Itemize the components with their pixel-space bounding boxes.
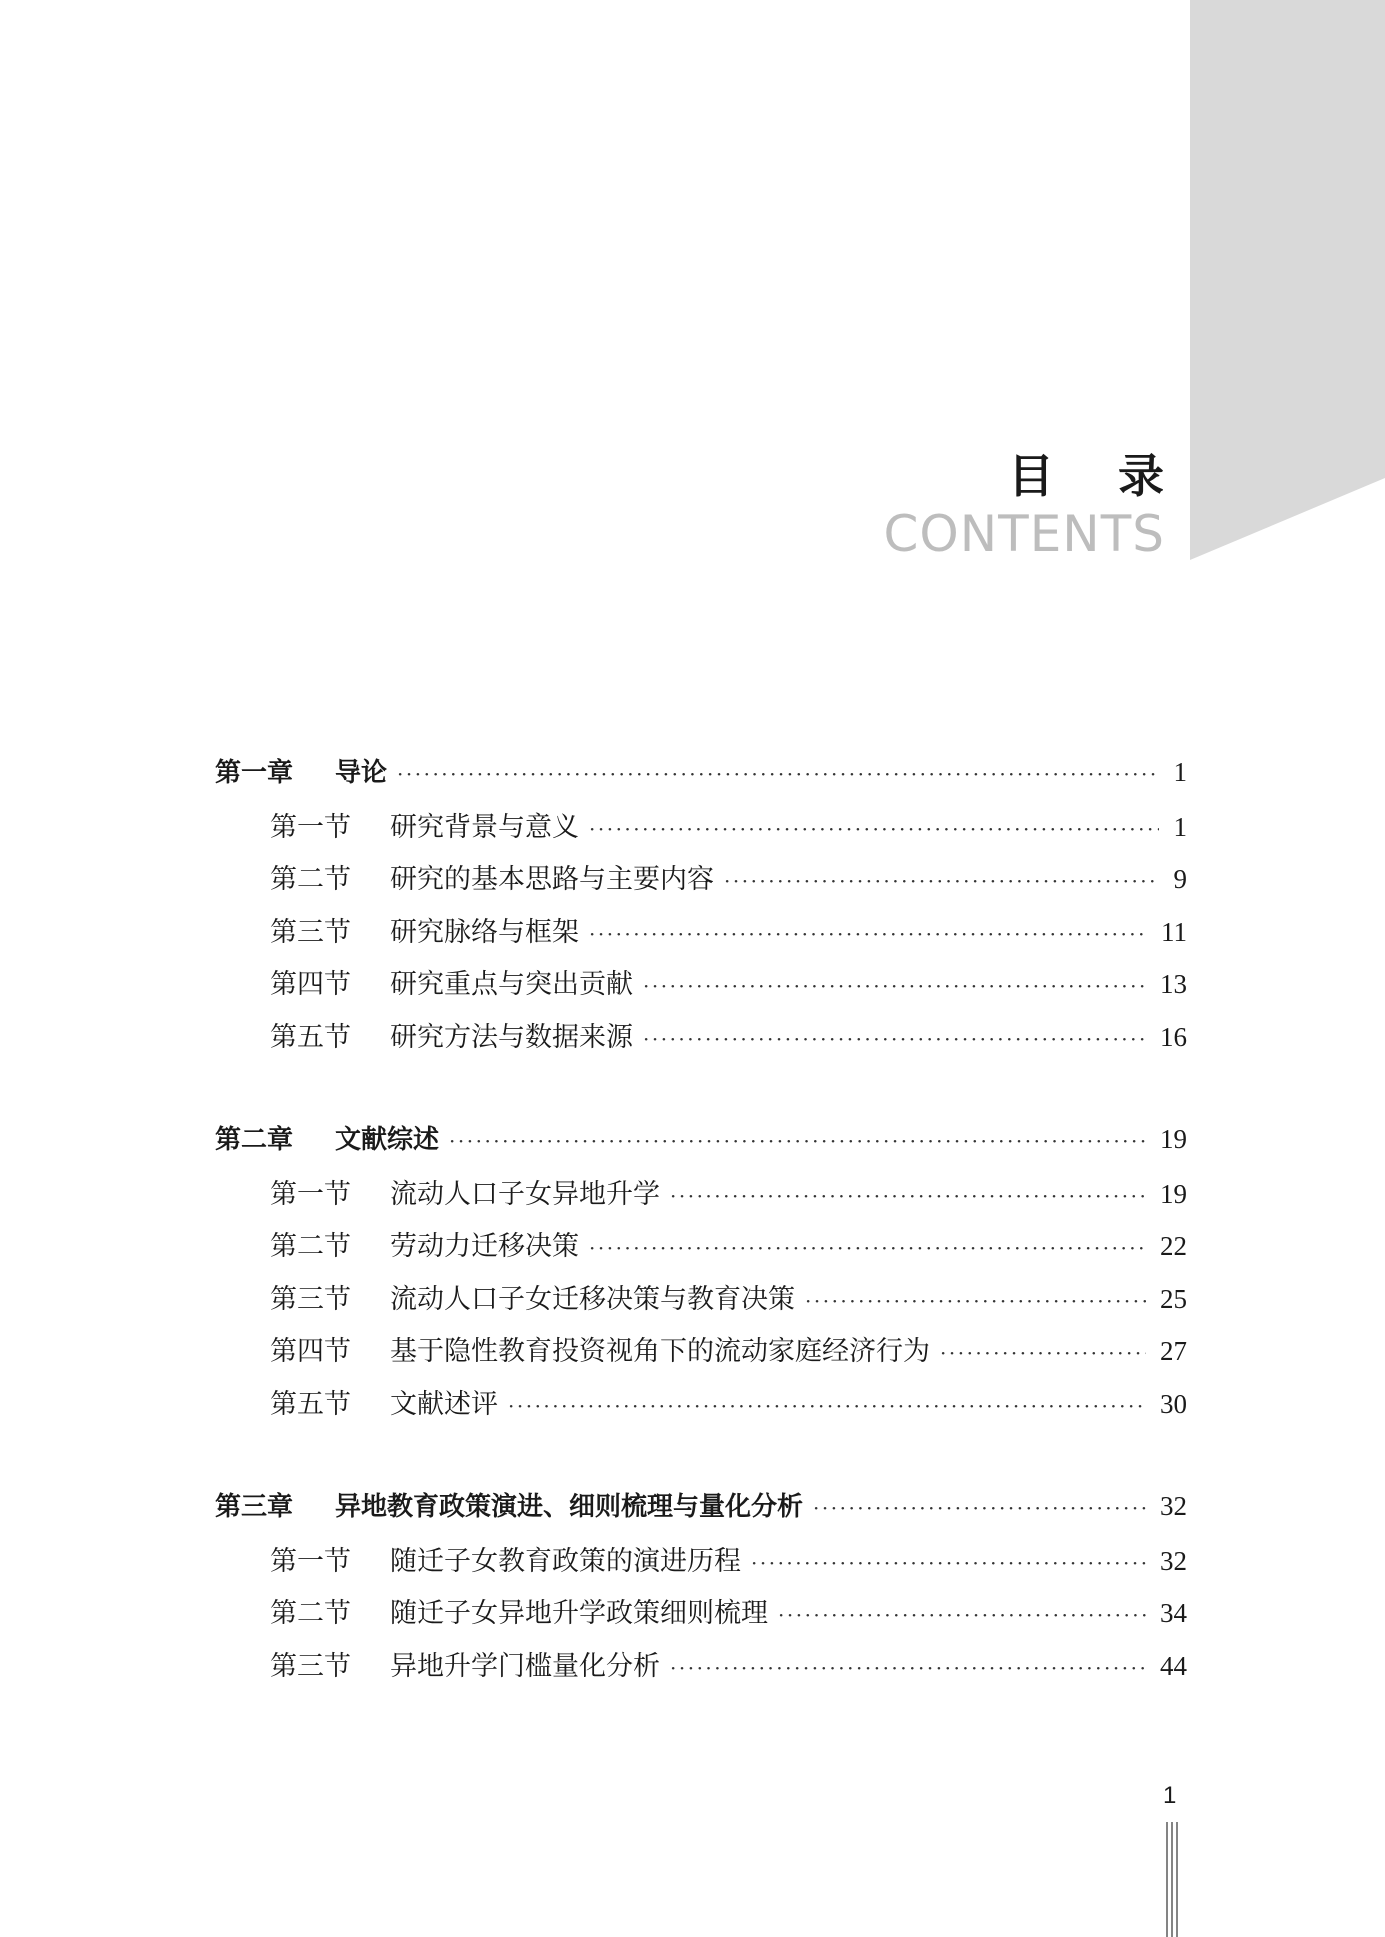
chapter-label: 第三章 — [215, 1492, 294, 1522]
page-subtitle: CONTENTS — [883, 505, 1165, 563]
footer-page-number: 1 — [1163, 1782, 1177, 1809]
toc-chapter-entry[interactable] — [215, 1119, 1187, 1172]
toc-section-entry[interactable] — [215, 1591, 1187, 1644]
dot-leader — [589, 817, 1159, 841]
toc-section-entry[interactable] — [215, 1644, 1187, 1697]
section-title: 基于隐性教育投资视角下的流动家庭经济行为 — [390, 1336, 930, 1367]
page-number: 11 — [1161, 916, 1187, 947]
toc-section-entry[interactable] — [215, 1329, 1187, 1382]
section-label: 第三节 — [270, 1650, 351, 1682]
page-number: 1 — [1173, 811, 1187, 842]
dot-leader — [589, 1236, 1146, 1260]
section-label: 第二节 — [270, 864, 351, 895]
page-number: 30 — [1160, 1388, 1187, 1419]
section-label: 第一节 — [270, 811, 351, 843]
page-number: 32 — [1160, 1491, 1187, 1521]
toc-section-entry[interactable] — [215, 1015, 1187, 1068]
dot-leader — [805, 1289, 1146, 1313]
section-label: 第五节 — [270, 1388, 351, 1420]
section-label: 第二节 — [270, 1231, 351, 1262]
dot-leader — [397, 762, 1159, 786]
dot-leader — [643, 974, 1146, 998]
page-number: 13 — [1160, 969, 1187, 999]
dot-leader — [643, 1027, 1146, 1051]
page-number: 19 — [1160, 1124, 1187, 1154]
dot-leader — [508, 1394, 1146, 1418]
dot-leader — [670, 1184, 1146, 1208]
section-title: 文献述评 — [390, 1388, 498, 1420]
page-number: 25 — [1160, 1283, 1187, 1314]
dot-leader — [589, 922, 1147, 946]
section-title: 研究背景与意义 — [390, 811, 579, 843]
toc-section-entry[interactable] — [215, 962, 1187, 1015]
section-title: 异地升学门槛量化分析 — [390, 1650, 660, 1682]
page-number: 1 — [1173, 757, 1187, 787]
dot-leader — [724, 869, 1159, 893]
section-title: 研究方法与数据来源 — [390, 1021, 633, 1053]
section-label: 第四节 — [270, 1336, 351, 1367]
chapter-label: 第二章 — [215, 1125, 294, 1155]
section-label: 第五节 — [270, 1021, 351, 1053]
section-label: 第三节 — [270, 916, 351, 948]
section-title: 研究重点与突出贡献 — [390, 969, 633, 1000]
page-number: 9 — [1173, 864, 1187, 894]
dot-leader — [778, 1603, 1146, 1627]
section-label: 第二节 — [270, 1598, 351, 1629]
page-edge-decoration — [1163, 1822, 1183, 1937]
section-label: 第一节 — [270, 1545, 351, 1577]
dot-leader — [813, 1496, 1146, 1520]
section-label: 第三节 — [270, 1283, 351, 1315]
toc-chapter-entry[interactable] — [215, 752, 1187, 805]
section-title: 随迁子女教育政策的演进历程 — [390, 1545, 741, 1577]
chapter-label: 第一章 — [215, 758, 294, 788]
toc-section-entry[interactable] — [215, 1382, 1187, 1435]
table-of-contents — [215, 752, 1187, 1748]
dot-leader — [449, 1129, 1146, 1153]
chapter-title: 异地教育政策演进、细则梳理与量化分析 — [335, 1492, 804, 1522]
dot-leader — [670, 1656, 1146, 1680]
page-number: 32 — [1160, 1545, 1187, 1576]
section-title: 随迁子女异地升学政策细则梳理 — [390, 1598, 768, 1629]
section-title: 流动人口子女异地升学 — [390, 1178, 660, 1210]
chapter-title: 导论 — [335, 758, 388, 788]
toc-section-entry[interactable] — [215, 1539, 1187, 1592]
toc-chapter — [215, 752, 1187, 1067]
toc-section-entry[interactable] — [215, 1224, 1187, 1277]
section-title: 劳动力迁移决策 — [390, 1231, 579, 1262]
toc-section-entry[interactable] — [215, 910, 1187, 963]
section-label: 第四节 — [270, 969, 351, 1000]
page-number: 27 — [1160, 1336, 1187, 1366]
toc-section-entry[interactable] — [215, 1172, 1187, 1225]
toc-section-entry[interactable] — [215, 1277, 1187, 1330]
chapter-title: 文献综述 — [335, 1125, 440, 1155]
toc-section-entry[interactable] — [215, 805, 1187, 858]
section-title: 研究的基本思路与主要内容 — [390, 864, 714, 895]
dot-leader — [940, 1341, 1146, 1365]
toc-chapter — [215, 1486, 1187, 1696]
toc-section-entry[interactable] — [215, 857, 1187, 910]
toc-chapter-entry[interactable] — [215, 1486, 1187, 1539]
page-number: 34 — [1160, 1598, 1187, 1628]
dot-leader — [751, 1551, 1146, 1575]
page-number: 22 — [1160, 1231, 1187, 1261]
section-title: 研究脉络与框架 — [390, 916, 579, 948]
page-number: 44 — [1160, 1650, 1187, 1681]
page-title: 目 录 — [1007, 449, 1188, 503]
section-title: 流动人口子女迁移决策与教育决策 — [390, 1283, 795, 1315]
section-label: 第一节 — [270, 1178, 351, 1210]
page-number: 16 — [1160, 1021, 1187, 1052]
corner-tab-decoration — [1190, 0, 1385, 560]
toc-chapter — [215, 1119, 1187, 1434]
page-number: 19 — [1160, 1178, 1187, 1209]
